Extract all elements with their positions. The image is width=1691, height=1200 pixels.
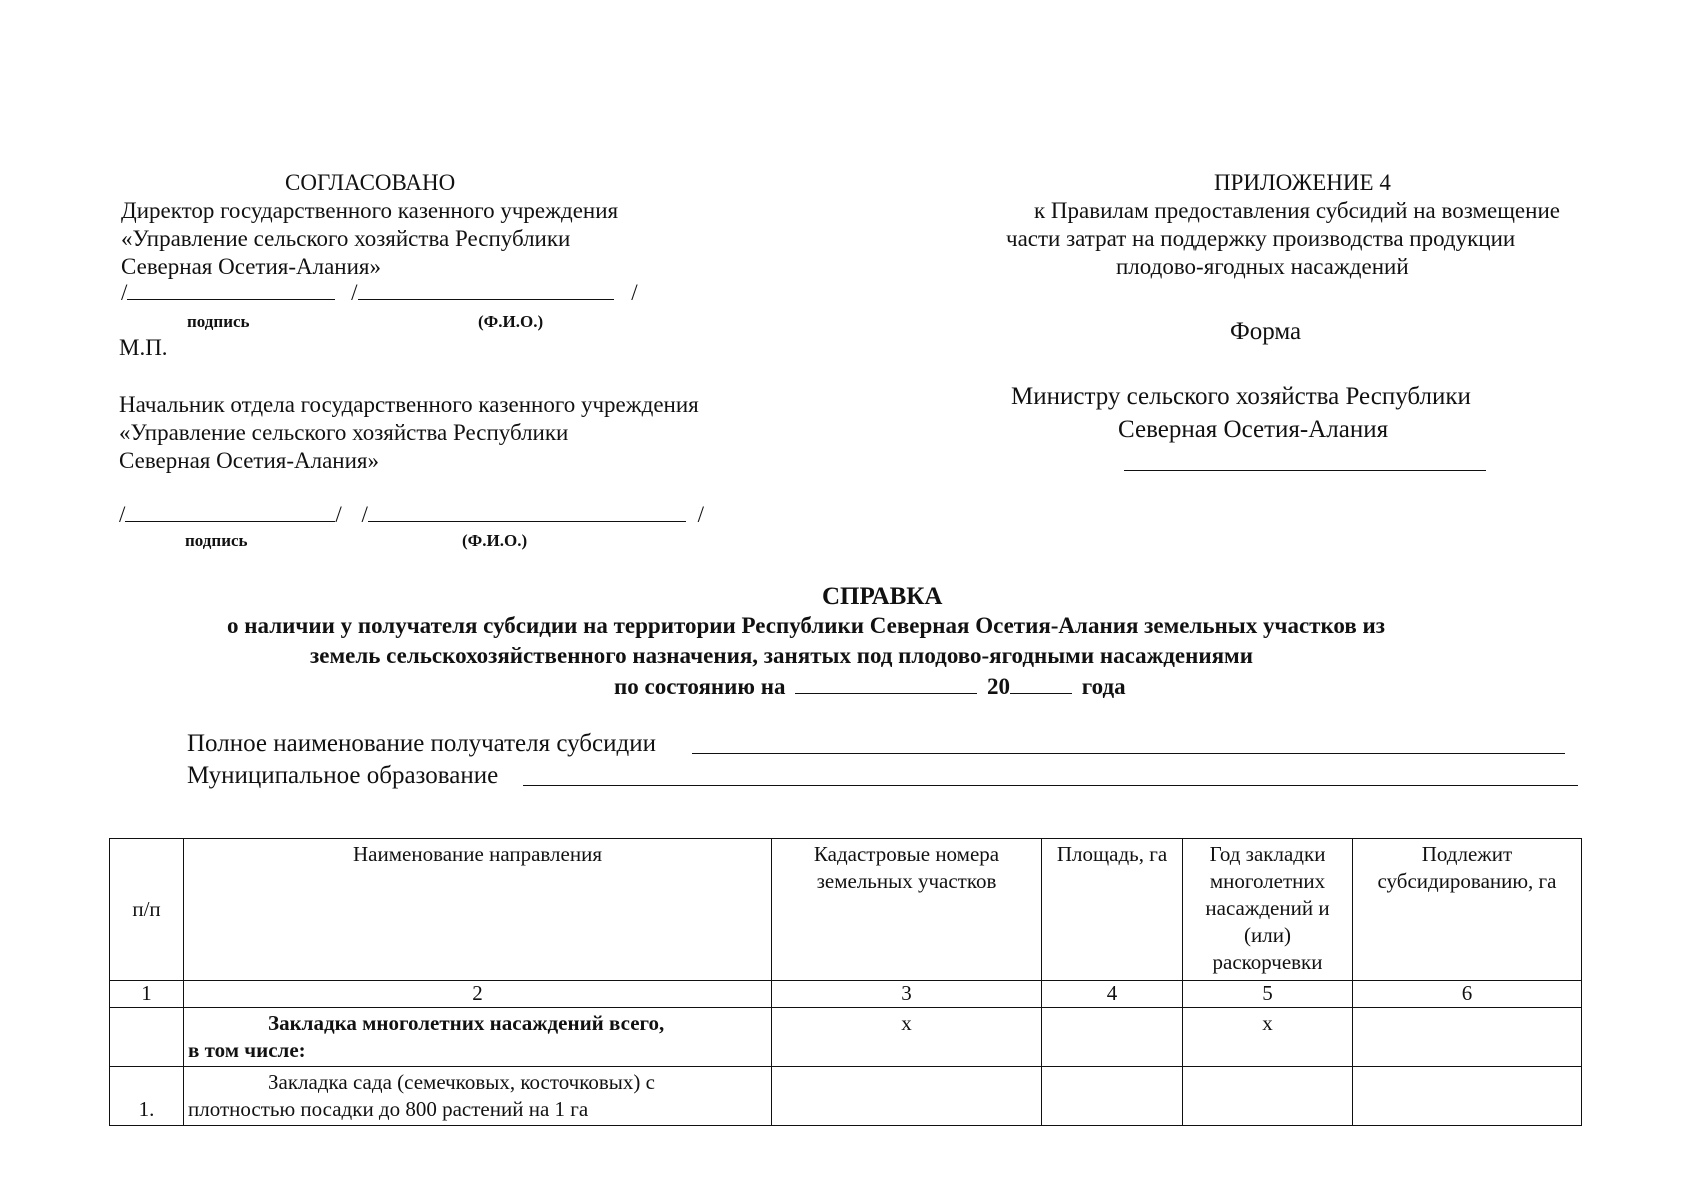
header-direction: Наименование направления xyxy=(184,839,772,981)
row-direction-line-1: Закладка многолетних насаждений всего, xyxy=(268,1011,665,1035)
row-direction-line-2: в том числе: xyxy=(188,1038,306,1062)
addressee-line-1: Министру сельского хозяйства Республики xyxy=(1011,383,1471,410)
col-number: 4 xyxy=(1042,981,1183,1008)
stamp-label: М.П. xyxy=(119,335,168,360)
header-cadastral: Кадастровые номера земельных участков xyxy=(772,839,1042,981)
table-header-row xyxy=(110,839,1582,981)
director-signature-label: подпись xyxy=(187,312,250,331)
director-line-1: Директор государственного казенного учреждения xyxy=(121,198,619,223)
certificate-date-line xyxy=(614,672,1126,702)
table-number-row xyxy=(110,981,1582,1008)
chief-signature-label: подпись xyxy=(185,531,248,550)
row-area[interactable] xyxy=(1042,1008,1183,1067)
director-line-2: «Управление сельского хозяйства Республики xyxy=(121,226,571,251)
table-row xyxy=(110,1067,1582,1126)
col-number: 3 xyxy=(772,981,1042,1008)
row-direction xyxy=(184,1067,772,1126)
row-subsidy[interactable] xyxy=(1353,1067,1582,1126)
header-area: Площадь, га xyxy=(1042,839,1183,981)
table-row xyxy=(110,1008,1582,1067)
row-cadastral[interactable] xyxy=(772,1067,1042,1126)
row-subsidy[interactable] xyxy=(1353,1008,1582,1067)
plantations-table xyxy=(109,838,1582,1126)
recipient-input-line[interactable] xyxy=(692,753,1565,754)
chief-line-1: Начальник отдела государственного казенного учреждения xyxy=(119,392,699,417)
chief-line-2: «Управление сельского хозяйства Республики xyxy=(119,420,569,445)
date-prefix: по состоянию на xyxy=(614,674,786,699)
appendix-line-2: части затрат на поддержку производства продукции xyxy=(1006,226,1516,251)
form-label: Форма xyxy=(1230,318,1302,345)
date-blank[interactable] xyxy=(795,673,977,694)
addressee-name-line[interactable] xyxy=(1124,470,1486,471)
chief-line-3: Северная Осетия-Алания» xyxy=(119,448,380,473)
certificate-title: СПРАВКА xyxy=(822,583,943,610)
row-area[interactable] xyxy=(1042,1067,1183,1126)
year-prefix: 20 xyxy=(987,674,1011,699)
col-number: 5 xyxy=(1183,981,1353,1008)
municipality-label: Муниципальное образование xyxy=(187,762,499,789)
header-subsidy: Подлежит субсидированию, га xyxy=(1353,839,1582,981)
director-line-3: Северная Осетия-Алания» xyxy=(121,254,382,279)
col-number: 1 xyxy=(110,981,184,1008)
addressee-line-2: Северная Осетия-Алания xyxy=(1118,416,1389,443)
year-suffix: года xyxy=(1081,674,1126,699)
director-fio-label: (Ф.И.О.) xyxy=(478,312,544,331)
row-num: 1. xyxy=(110,1067,184,1126)
col-number: 6 xyxy=(1353,981,1582,1008)
row-direction xyxy=(184,1008,772,1067)
approval-heading: СОГЛАСОВАНО xyxy=(285,170,456,195)
header-num: п/п xyxy=(110,839,184,981)
row-num xyxy=(110,1008,184,1067)
certificate-subtitle-2: земель сельскохозяйственного назначения, занятых под плодово-ягодными насаждениями xyxy=(310,643,1253,668)
row-year[interactable] xyxy=(1183,1067,1353,1126)
row-year[interactable]: х xyxy=(1183,1008,1353,1067)
row-direction-line-1: Закладка сада (семечковых, косточковых) с xyxy=(268,1070,655,1094)
chief-signature-line[interactable]: / / / / xyxy=(119,502,705,527)
row-direction-line-2: плотностью посадки до 800 растений на 1 га xyxy=(188,1097,589,1121)
appendix-line-3: плодово-ягодных насаждений xyxy=(1116,254,1409,279)
row-cadastral[interactable]: х xyxy=(772,1008,1042,1067)
col-number: 2 xyxy=(184,981,772,1008)
municipality-input-line[interactable] xyxy=(523,785,1578,786)
year-blank[interactable] xyxy=(1010,673,1072,694)
chief-fio-label: (Ф.И.О.) xyxy=(462,531,528,550)
certificate-subtitle-1: о наличии у получателя субсидии на территории Республики Северная Осетия-Алания земельных участков из xyxy=(227,613,1386,638)
appendix-title: ПРИЛОЖЕНИЕ 4 xyxy=(1214,170,1391,195)
header-year: Год закладки многолетних насаждений и (или) раскорчевки xyxy=(1183,839,1353,981)
recipient-label: Полное наименование получателя субсидии xyxy=(187,730,656,757)
director-signature-line[interactable]: / / / xyxy=(121,280,638,305)
appendix-line-1: к Правилам предоставления субсидий на возмещение xyxy=(1034,198,1560,223)
